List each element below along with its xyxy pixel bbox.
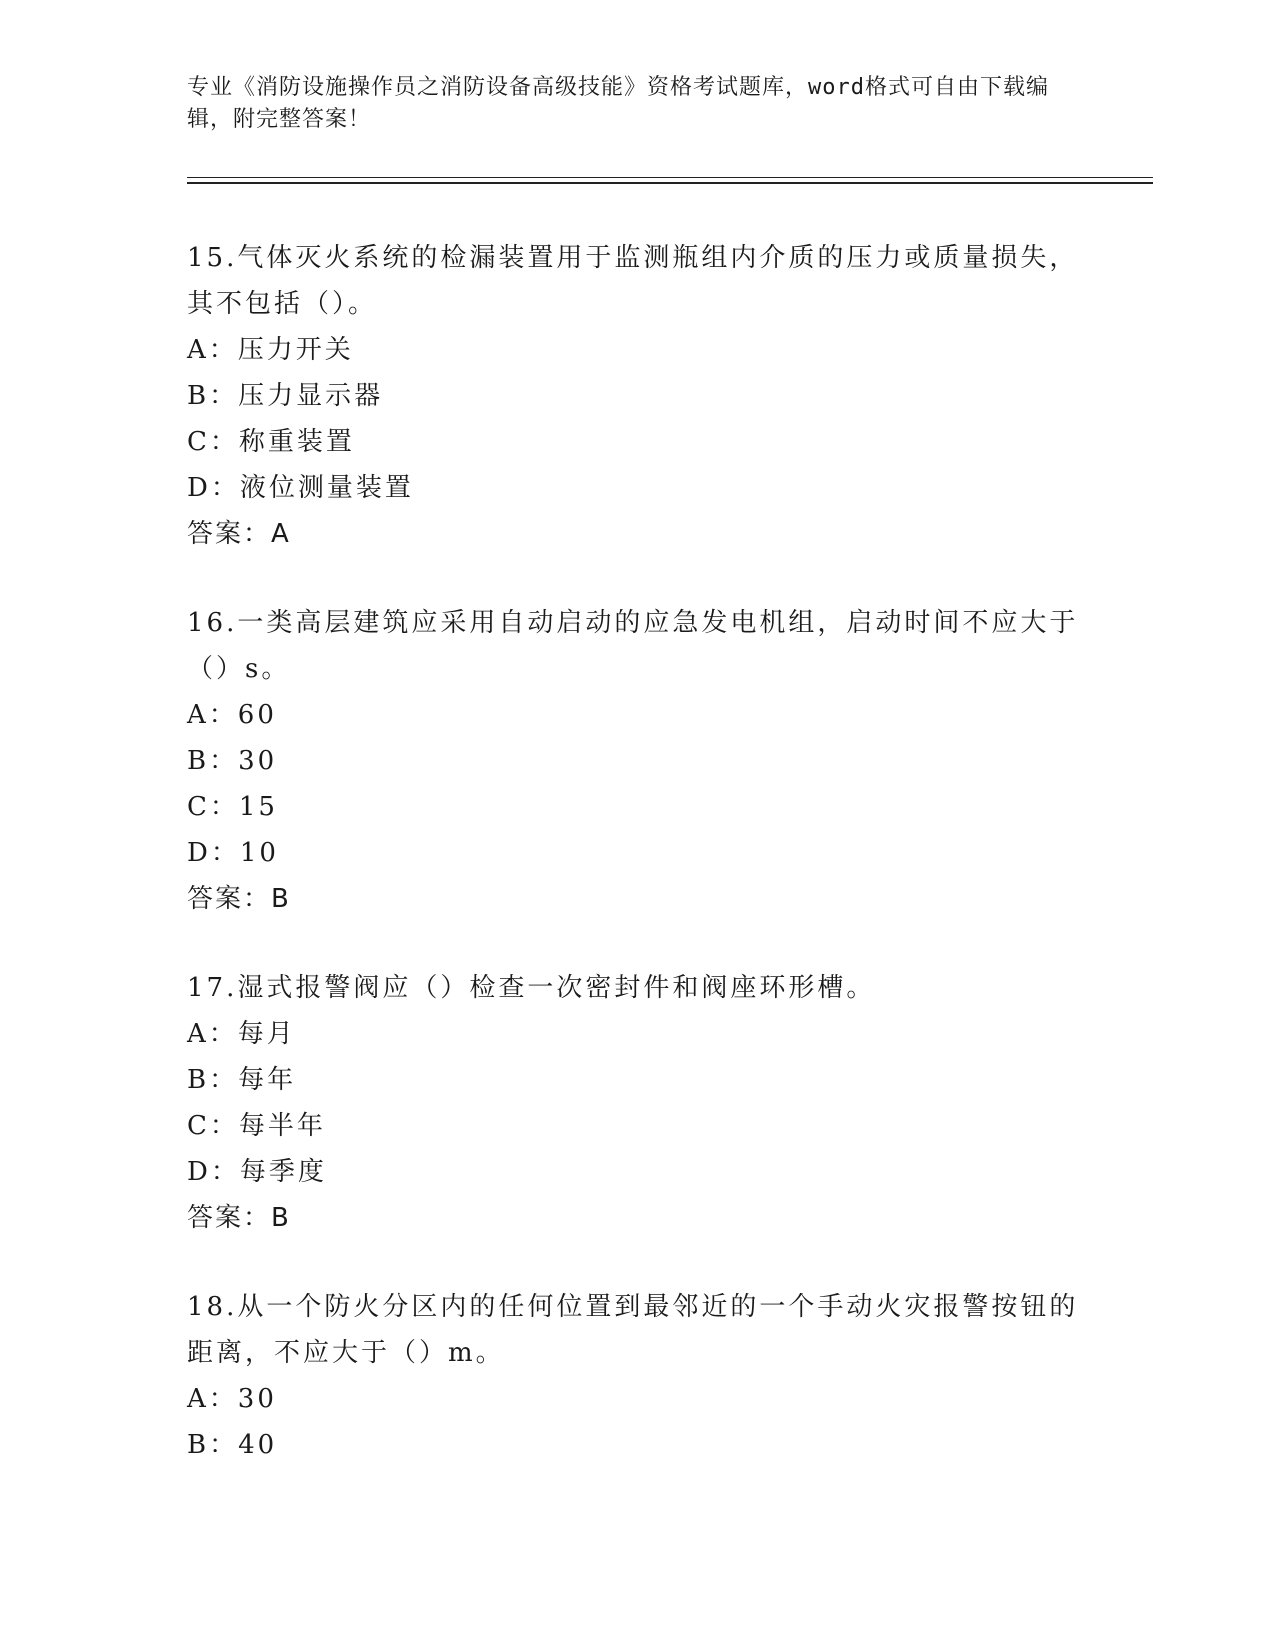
- option-c: C：15: [187, 792, 278, 822]
- question-17: [187, 965, 1087, 1241]
- question-16: [187, 600, 1087, 922]
- header-rule-thin: [187, 177, 1153, 178]
- option-b: B：每年: [187, 1065, 297, 1095]
- question-stem: 17.湿式报警阀应（）检查一次密封件和阀座环形槽。: [187, 973, 876, 1003]
- header-rule-thick: [187, 182, 1153, 184]
- option-a: A：60: [187, 700, 277, 730]
- option-c: C：每半年: [187, 1111, 326, 1141]
- question-15: [187, 235, 1087, 557]
- option-c: C：称重装置: [187, 427, 355, 457]
- option-d: D：每季度: [187, 1157, 327, 1187]
- answer: 答案：B: [187, 884, 291, 914]
- document-header: [187, 72, 1067, 136]
- option-d: D：10: [187, 838, 279, 868]
- answer: 答案：A: [187, 519, 291, 549]
- option-b: B：30: [187, 746, 278, 776]
- option-b: B：40: [187, 1430, 278, 1460]
- option-a: A：压力开关: [187, 335, 354, 365]
- option-a: A：30: [187, 1384, 277, 1414]
- question-stem: 15.气体灭火系统的检漏装置用于监测瓶组内介质的压力或质量损失，其不包括（）。: [187, 243, 1079, 319]
- option-d: D：液位测量装置: [187, 473, 414, 503]
- question-stem: 18.从一个防火分区内的任何位置到最邻近的一个手动火灾报警按钮的距离，不应大于（）m。: [187, 1292, 1079, 1368]
- question-stem: 16.一类高层建筑应采用自动启动的应急发电机组，启动时间不应大于（）s。: [187, 608, 1079, 684]
- option-b: B：压力显示器: [187, 381, 384, 411]
- question-18: [187, 1284, 1087, 1468]
- option-a: A：每月: [187, 1019, 296, 1049]
- answer: 答案：B: [187, 1203, 291, 1233]
- header-text: 专业《消防设施操作员之消防设备高级技能》资格考试题库，word格式可自由下载编辑，附完整答案！: [187, 75, 1049, 132]
